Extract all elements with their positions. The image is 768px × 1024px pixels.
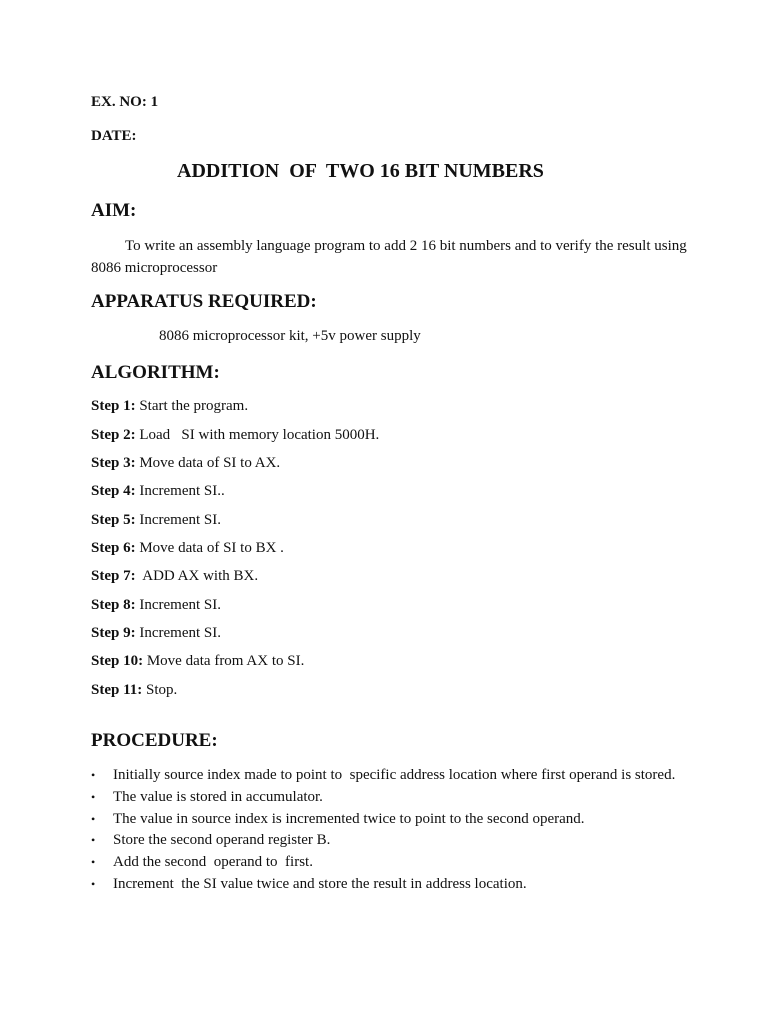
step-text: Increment SI..: [135, 483, 225, 499]
algorithm-step: [91, 483, 225, 500]
procedure-item-text: The value in source index is incremented twice to point to the second operand.: [113, 810, 585, 827]
step-text: Move data of SI to AX.: [135, 455, 281, 471]
step-label: Step 6:: [91, 540, 136, 556]
step-text: ADD AX with BX.: [135, 568, 259, 584]
algorithm-step: [91, 682, 177, 699]
step-label: Step 10:: [91, 653, 144, 669]
bullet-icon: •: [91, 789, 96, 804]
step-text: Load SI with memory location 5000H.: [135, 427, 380, 443]
algorithm-step: [91, 512, 221, 529]
apparatus-heading: APPARATUS REQUIRED:: [91, 291, 317, 312]
algorithm-step: [91, 653, 304, 670]
step-text: Move data from AX to SI.: [143, 653, 305, 669]
algorithm-step: [91, 398, 248, 415]
step-text: Stop.: [142, 682, 178, 698]
step-label: Step 3:: [91, 455, 136, 471]
list-item: [91, 765, 675, 787]
step-label: Step 9:: [91, 625, 136, 641]
step-text: Increment SI.: [135, 512, 221, 528]
bullet-icon: •: [91, 855, 96, 870]
step-label: Step 1:: [91, 398, 136, 414]
procedure-item-text: Add the second operand to first.: [113, 854, 313, 871]
step-label: Step 4:: [91, 483, 136, 499]
step-text: Increment SI.: [135, 625, 221, 641]
list-item: [91, 852, 675, 874]
bullet-icon: •: [91, 876, 96, 891]
list-item: [91, 809, 675, 831]
procedure-heading: PROCEDURE:: [91, 730, 218, 751]
list-item: [91, 830, 675, 852]
algorithm-heading: ALGORITHM:: [91, 362, 220, 383]
date-label: DATE:: [91, 128, 137, 144]
step-label: Step 5:: [91, 512, 136, 528]
bullet-icon: •: [91, 811, 96, 826]
algorithm-step: [91, 540, 284, 557]
page-title: ADDITION OF TWO 16 BIT NUMBERS: [177, 160, 544, 182]
algorithm-step: [91, 597, 221, 614]
algorithm-step: [91, 568, 258, 585]
procedure-item-text: Store the second operand register B.: [113, 832, 331, 849]
procedure-list: [91, 765, 675, 896]
procedure-item-text: Initially source index made to point to specific address location where first operand is stored.: [113, 767, 676, 783]
algorithm-step: [91, 427, 379, 444]
apparatus-text: 8086 microprocessor kit, +5v power supply: [159, 328, 421, 344]
step-label: Step 7:: [91, 568, 136, 584]
step-text: Move data of SI to BX .: [135, 540, 284, 556]
aim-text: To write an assembly language program to add 2 16 bit numbers and to verify the result using 8086 microprocessor: [91, 238, 687, 276]
list-item: [91, 787, 675, 809]
bullet-icon: •: [91, 768, 96, 782]
algorithm-step: [91, 625, 221, 642]
step-label: Step 8:: [91, 597, 136, 613]
bullet-icon: •: [91, 833, 96, 848]
step-text: Increment SI.: [135, 597, 221, 613]
algorithm-step: [91, 455, 280, 472]
step-label: Step 2:: [91, 427, 136, 443]
list-item: [91, 874, 675, 896]
procedure-item-text: The value is stored in accumulator.: [113, 788, 323, 805]
step-label: Step 11:: [91, 682, 143, 698]
step-text: Start the program.: [135, 398, 249, 414]
procedure-item-text: Increment the SI value twice and store the result in address location.: [113, 875, 527, 892]
aim-heading: AIM:: [91, 200, 137, 221]
experiment-number: EX. NO: 1: [91, 94, 159, 110]
